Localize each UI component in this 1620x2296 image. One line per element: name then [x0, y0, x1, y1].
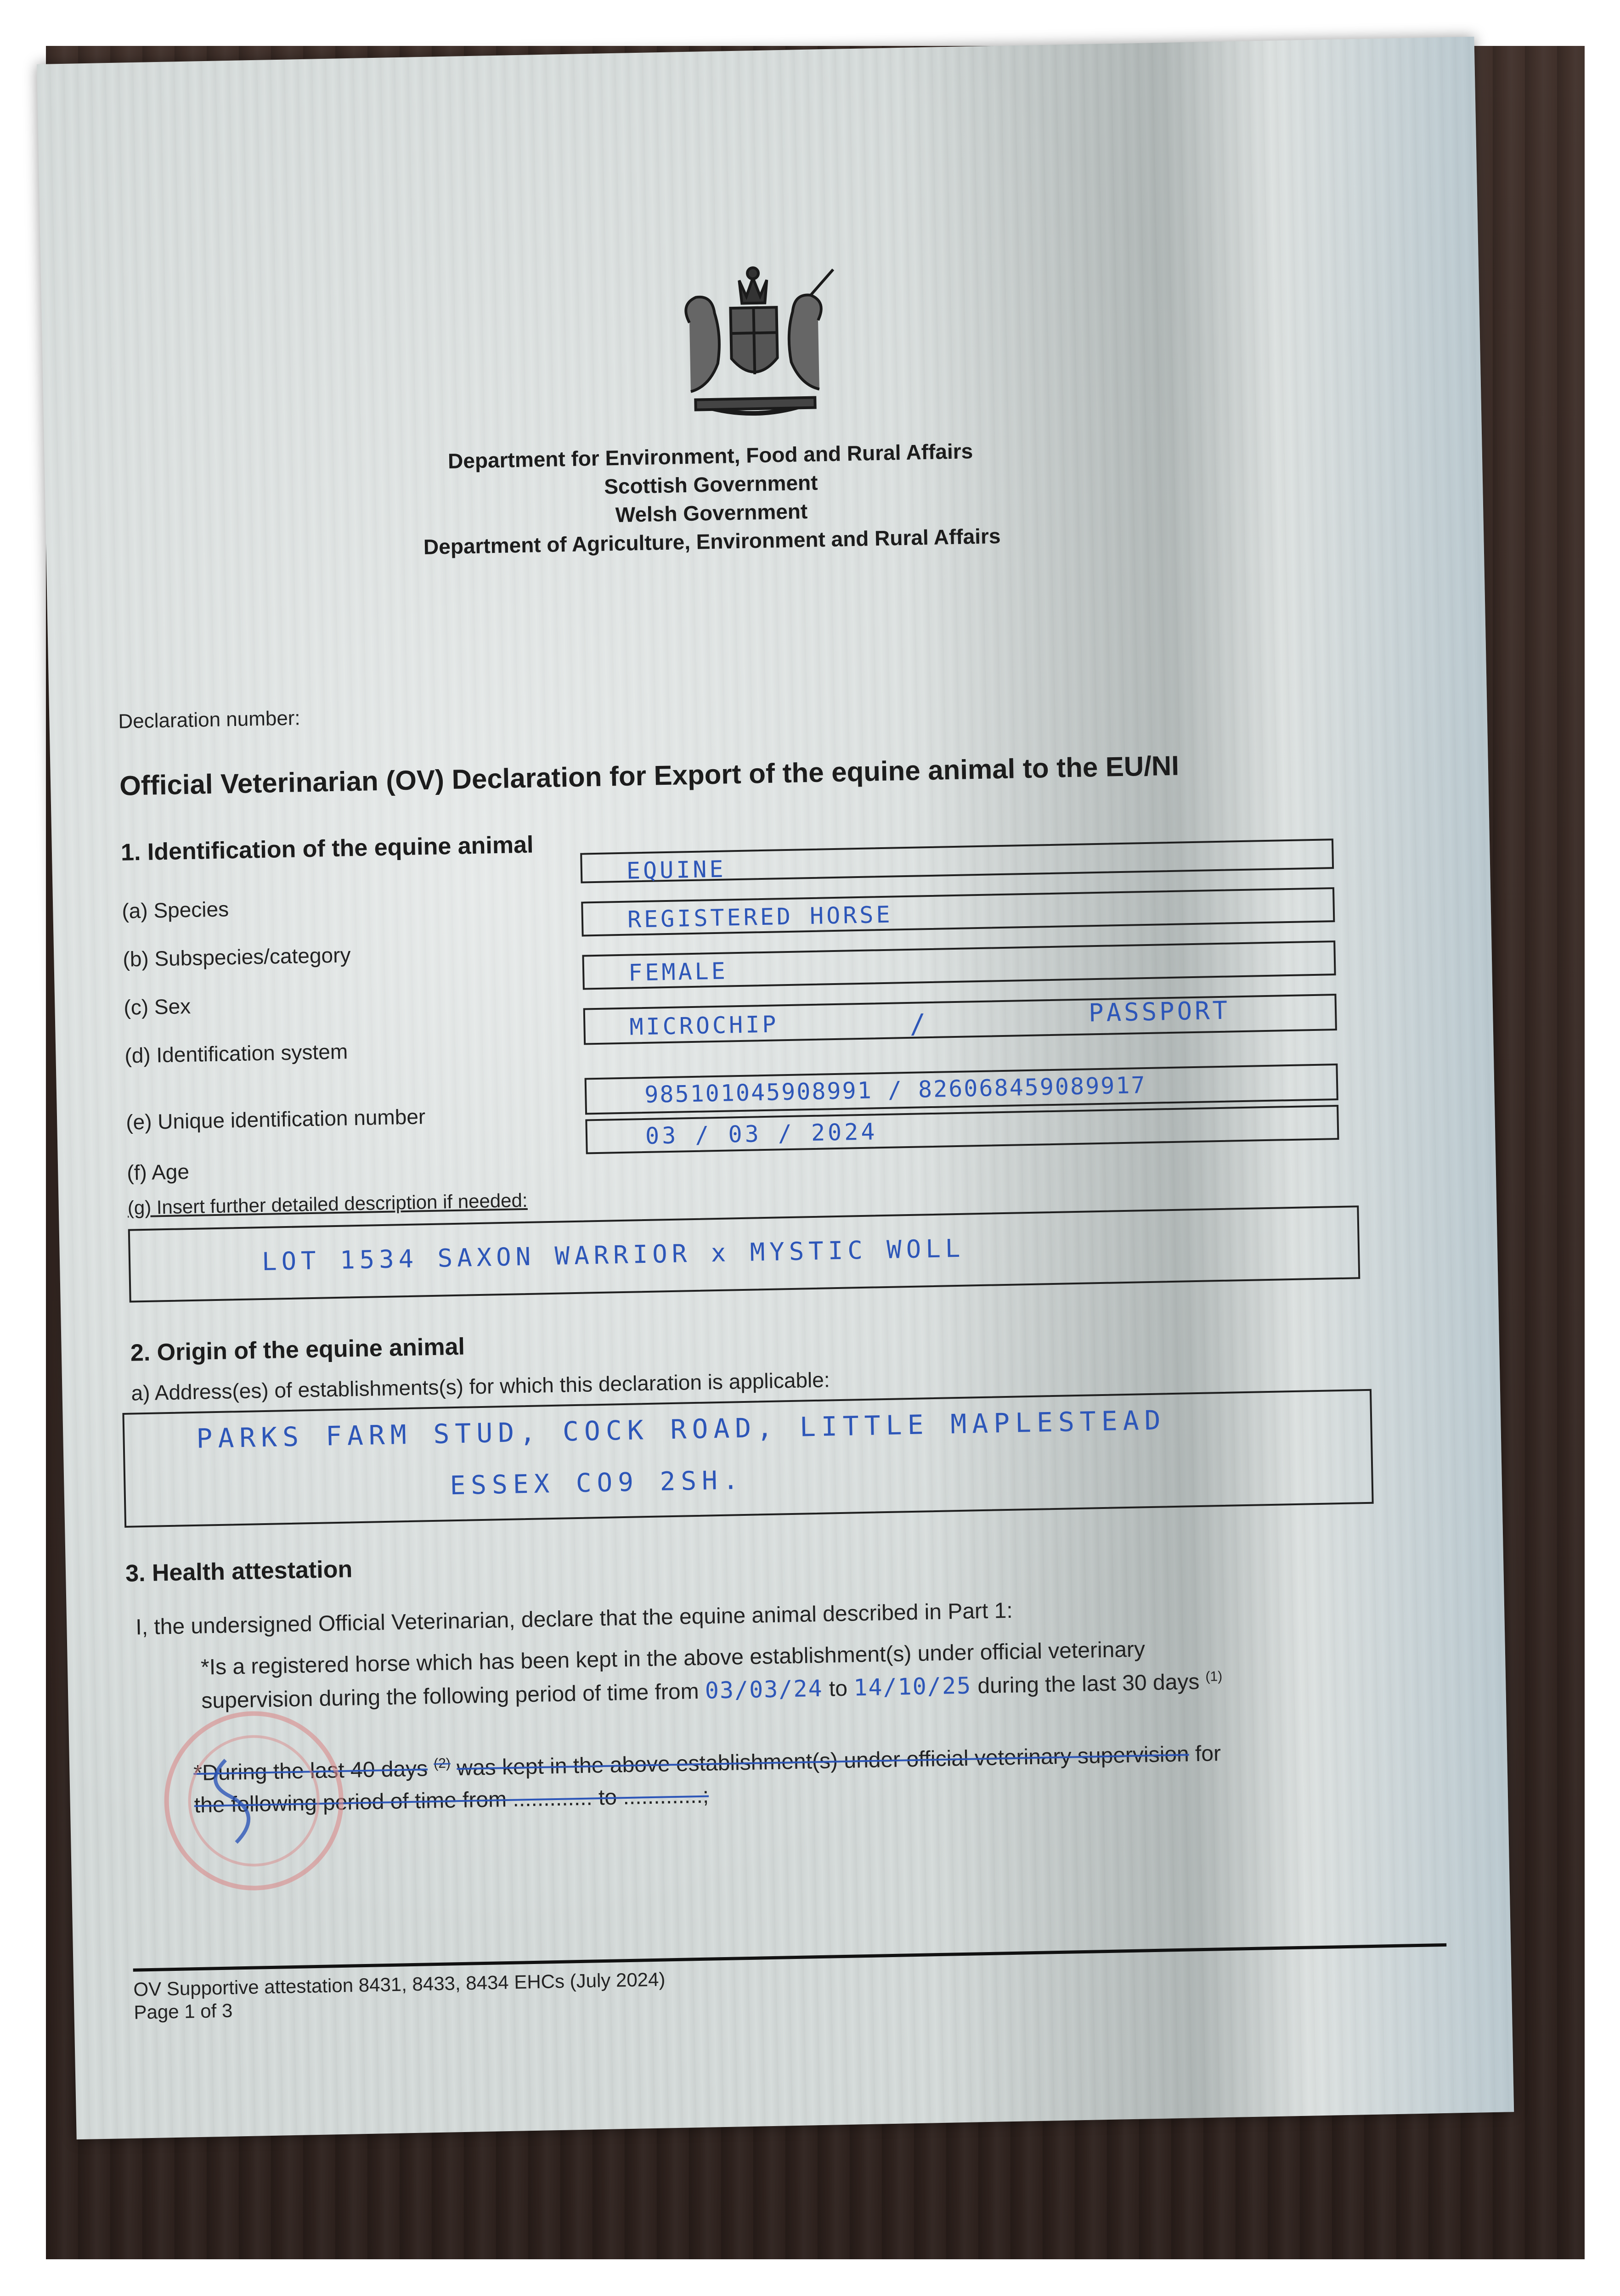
further-description-value: LOT 1534 SAXON WARRIOR x MYSTIC WOLL [261, 1233, 965, 1277]
further-description-label: (g) Insert further detailed description if needed: [127, 1189, 528, 1219]
sex-label: (c) Sex [123, 994, 191, 1019]
species-value: EQUINE [626, 855, 727, 884]
age-value: 03 / 03 / 2024 [645, 1118, 878, 1149]
section-1-heading: 1. Identification of the equine animal [120, 831, 534, 866]
page-title: Official Veterinarian (OV) Declaration for Export of the equine animal to the EU/NI [119, 750, 1180, 801]
department-line: Department of Agriculture, Environment and Rural Affairs [423, 523, 1001, 559]
address-box [122, 1389, 1373, 1528]
section-2-heading: 2. Origin of the equine animal [130, 1333, 465, 1367]
sex-value: FEMALE [628, 957, 728, 986]
id-system-value-2: PASSPORT [1088, 996, 1231, 1028]
period-from-date: 03/03/24 [705, 1675, 824, 1704]
footnote-2-marker: (2) [433, 1756, 451, 1772]
struck-text: *During the last 40 days [193, 1756, 428, 1786]
document-page [37, 37, 1514, 2139]
department-line: Welsh Government [615, 499, 808, 527]
health-para-2-for: for [1195, 1741, 1221, 1767]
period-to-date: 14/10/25 [853, 1672, 972, 1701]
department-line: Scottish Government [604, 470, 818, 499]
struck-text: was kept in the above establishment(s) under official veterinary supervision [456, 1742, 1190, 1781]
subspecies-value: REGISTERED HORSE [627, 901, 893, 933]
age-label: (f) Age [126, 1159, 190, 1185]
official-stamp [156, 1703, 352, 1899]
section-3-heading: 3. Health attestation [125, 1556, 353, 1587]
id-system-label: (d) Identification system [124, 1039, 348, 1068]
address-line-2: ESSEX CO9 2SH. [449, 1465, 745, 1501]
species-label: (a) Species [121, 897, 229, 923]
royal-coat-of-arms-icon [651, 251, 857, 429]
footnote-1-marker: (1) [1205, 1669, 1223, 1684]
page-number: Page 1 of 3 [134, 1999, 233, 2023]
unique-id-label: (e) Unique identification number [125, 1104, 426, 1134]
subspecies-label: (b) Subspecies/category [122, 943, 351, 971]
address-line-1: PARKS FARM STUD, COCK ROAD, LITTLE MAPLESTEAD [196, 1404, 1167, 1454]
health-para-1-prefix: supervision during the following period of time from [201, 1679, 700, 1713]
health-intro: I, the undersigned Official Veterinarian, declare that the equine animal described in Part 1: [135, 1598, 1013, 1640]
footer-rule [133, 1943, 1447, 1972]
to-word: to [829, 1676, 848, 1701]
id-system-separator: / [909, 1008, 929, 1040]
footer-attestation: OV Supportive attestation 8431, 8433, 8434 EHCs (July 2024) [133, 1968, 666, 2000]
address-label: a) Address(es) of establishments(s) for which this declaration is applicable: [131, 1367, 830, 1405]
declaration-number-label: Declaration number: [118, 707, 301, 733]
id-system-value: MICROCHIP [629, 1011, 779, 1041]
department-line: Department for Environment, Food and Rural Affairs [447, 439, 973, 473]
health-para-1-line-1: *Is a registered horse which has been kept in the above establishment(s) under official veterinary [200, 1637, 1146, 1680]
health-para-2-line-2: the following period of time from ............. to .............; [194, 1783, 709, 1818]
health-para-1-suffix: during the last 30 days [977, 1670, 1200, 1699]
unique-id-value: 985101045908991 / 826068459089917 [644, 1072, 1147, 1109]
